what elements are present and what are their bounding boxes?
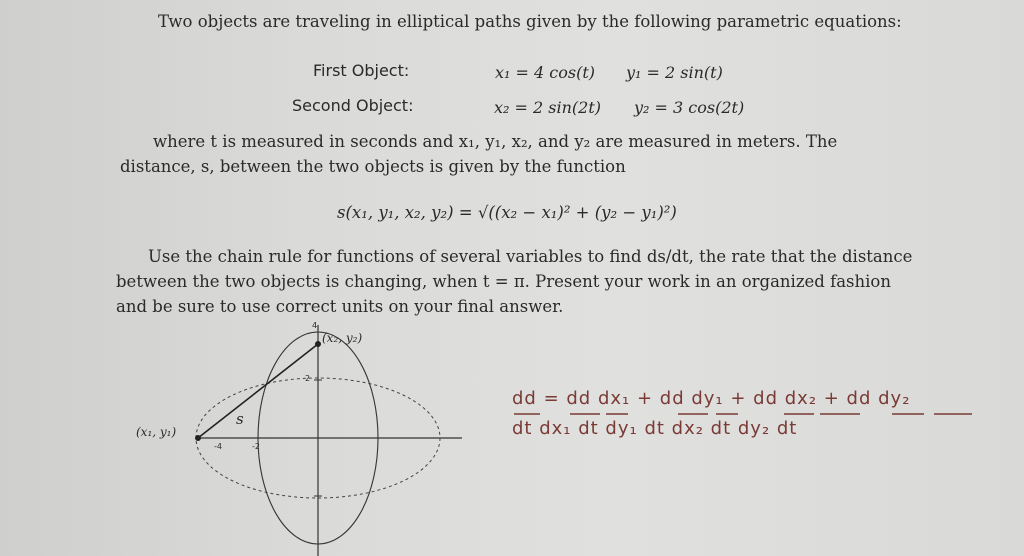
second-object-label: Second Object: — [292, 96, 414, 115]
second-x-equation: x₂ = 2 sin(2t) — [494, 98, 602, 117]
second-y-equation: y₂ = 3 cos(2t) — [634, 98, 745, 117]
first-y-equation: y₁ = 2 sin(t) — [626, 63, 723, 82]
distance-equation: s(x₁, y₁, x₂, y₂) = √((x₂ − x₁)² + (y₂ − y₁)²) — [337, 203, 677, 222]
first-x-equation: x₁ = 4 cos(t) — [495, 63, 595, 82]
tick-label-neg2: -2 — [252, 442, 260, 451]
handwritten-chain-rule-top: dd = dd dx₁ + dd dy₁ + dd dx₂ + dd dy₂ — [512, 388, 911, 409]
task-line-1: Use the chain rule for functions of several variables to find ds/dt, the rate that the distance — [148, 247, 913, 266]
first-object-label: First Object: — [313, 61, 410, 80]
label-distance-s: s — [236, 410, 244, 428]
task-line-2: between the two objects is changing, when t = π. Present your work in an organized fashion — [116, 272, 891, 291]
intro-text: Two objects are traveling in elliptical paths given by the following parametric equations: — [158, 12, 902, 31]
tick-label-2: 2 — [305, 374, 311, 383]
task-line-3: and be sure to use correct units on your final answer. — [116, 297, 564, 316]
where-line-1: where t is measured in seconds and x₁, y₁, x₂, and y₂ are measured in meters. The — [153, 132, 838, 151]
where-line-2: distance, s, between the two objects is given by the function — [120, 157, 626, 176]
handwritten-chain-rule-bottom: dt dx₁ dt dy₁ dt dx₂ dt dy₂ dt — [512, 418, 798, 439]
label-point-2: (x₂, y₂) — [322, 331, 363, 345]
label-point-1: (x₁, y₁) — [136, 425, 177, 439]
tick-label-neg4: -4 — [214, 442, 222, 451]
tick-label-4: 4 — [312, 321, 318, 330]
